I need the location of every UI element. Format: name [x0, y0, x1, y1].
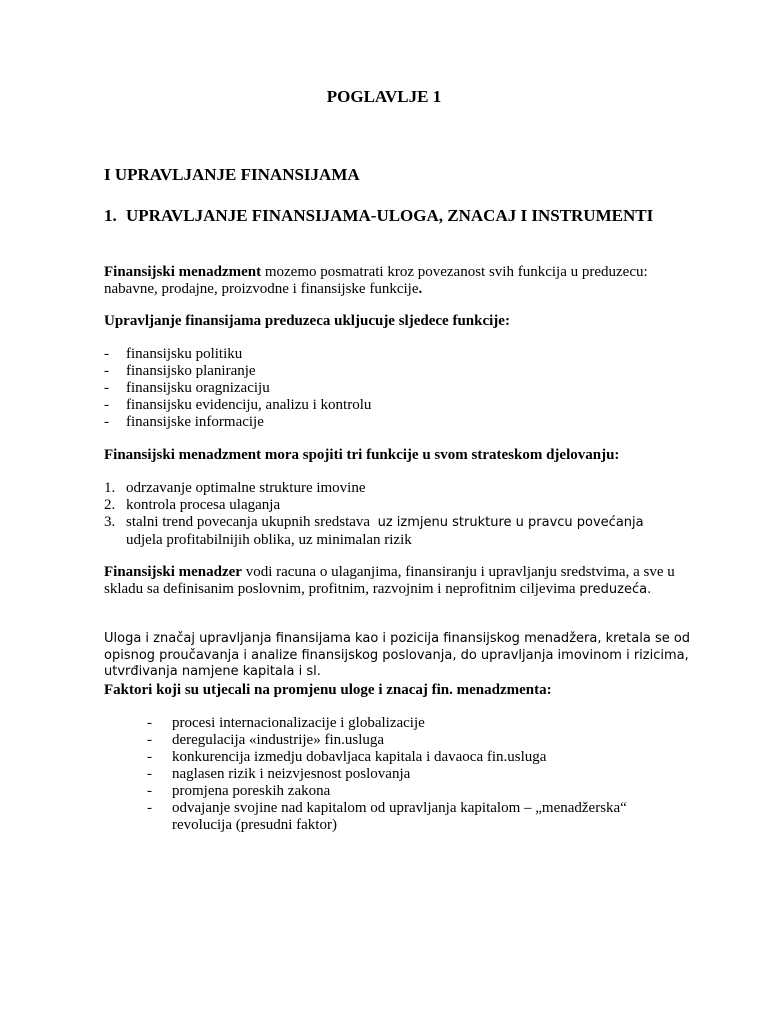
- list-item-text: naglasen rizik i neizvjesnost poslovanja: [172, 766, 411, 782]
- subsection-text: UPRAVLJANJE FINANSIJAMA-ULOGA, ZNACAJ I INSTRUMENTI: [126, 206, 654, 225]
- list-item-text: finansijsku politiku: [126, 346, 243, 362]
- list-item-text-sans: uz izmjenu strukture u pravcu povećanja: [377, 515, 644, 530]
- dash-marker: -: [104, 380, 109, 396]
- list-item: [104, 480, 684, 497]
- list-item-text: deregulacija «industrije» fin.usluga: [172, 732, 385, 748]
- list-item-text: finansijsku oragnizaciju: [126, 380, 270, 396]
- chapter-title: POGLAVLJE 1: [326, 87, 442, 106]
- dash-marker: -: [147, 732, 152, 748]
- dash-marker: -: [104, 397, 109, 413]
- subsection-number: 1.: [104, 206, 117, 225]
- dash-marker: -: [147, 749, 152, 765]
- paragraph-financial-manager: [104, 564, 684, 599]
- paragraph-tail: preduzeća.: [579, 582, 652, 597]
- list-item-text: finansijske informacije: [126, 414, 264, 430]
- heading-functions: Upravljanje finansijama preduzeca ukljucuje sljedece funkcije:: [104, 313, 510, 329]
- list-item-text-serif: stalni trend povecanja ukupnih sredstava: [126, 514, 378, 530]
- list-number: 3.: [104, 514, 116, 530]
- heading-three-functions: Finansijski menadzment mora spojiti tri funkcije u svom strateskom djelovanju:: [104, 447, 620, 463]
- list-item: [147, 783, 667, 800]
- section-title: I UPRAVLJANJE FINANSIJAMA: [104, 165, 360, 184]
- list-item: [104, 514, 684, 549]
- paragraph-role-significance: Uloga i značaj upravljanja finansijama kao i pozicija finansijskog menadžera, kretala se od opisnog proučavanja i analize finansijskog poslovanja, do upravljanja imovinom i rizicima, utvrđivanja namjene kapitala i sl.: [104, 631, 691, 679]
- list-item: [147, 800, 667, 834]
- dash-marker: -: [147, 783, 152, 799]
- functions-list: [104, 346, 684, 431]
- dash-marker: -: [104, 346, 109, 362]
- list-number: 2.: [104, 497, 116, 513]
- subsection-title: [104, 206, 684, 226]
- list-item: [147, 749, 667, 766]
- list-item-text: finansijsku evidenciju, analizu i kontrolu: [126, 397, 372, 413]
- list-item: [147, 715, 667, 732]
- three-functions-list: [104, 480, 684, 549]
- paragraph-text: vodi racuna o ulaganjima, finansiranju i upravljanju sredstvima, a sve u skladu sa definisanim poslovnim, profitnim, razvojnim i neprofitnim ciljevima: [104, 564, 675, 597]
- list-number: 1.: [104, 480, 116, 496]
- list-item-text: konkurencija izmedju dobavljaca kapitala i davaoca fin.usluga: [172, 749, 547, 765]
- term-financial-management: Finansijski menadzment: [104, 264, 262, 280]
- list-item: [104, 397, 684, 414]
- heading-factors: Faktori koji su utjecali na promjenu uloge i znacaj fin. menadzmenta:: [104, 682, 552, 698]
- list-item: [104, 380, 684, 397]
- list-item: [104, 497, 684, 514]
- term-financial-manager: Finansijski menadzer: [104, 564, 242, 580]
- list-item-text: [104, 514, 684, 549]
- factors-list: [147, 715, 667, 834]
- list-item-text: kontrola procesa ulaganja: [126, 497, 281, 513]
- dash-marker: -: [147, 766, 152, 782]
- list-item: [104, 346, 684, 363]
- dash-marker: -: [104, 363, 109, 379]
- paragraph-text: mozemo posmatrati kroz povezanost svih funkcija u preduzecu: nabavne, prodajne, proizvodne i finansijske funkcije: [104, 264, 648, 297]
- list-item: [104, 363, 684, 380]
- paragraph-end: .: [418, 281, 423, 297]
- dash-marker: -: [147, 800, 152, 816]
- dash-marker: -: [147, 715, 152, 731]
- list-item-text: finansijsko planiranje: [126, 363, 256, 379]
- list-item-text: odrzavanje optimalne strukture imovine: [126, 480, 366, 496]
- list-item-text: procesi internacionalizacije i globalizacije: [172, 715, 425, 731]
- list-item: [104, 414, 684, 431]
- list-item-text-line2: udjela profitabilnijih oblika, uz minimalan rizik: [126, 531, 412, 548]
- list-item: [147, 732, 667, 749]
- list-item-text: odvajanje svojine nad kapitalom od upravljanja kapitalom – „menadžerska“ revolucija (presudni faktor): [172, 800, 627, 833]
- dash-marker: -: [104, 414, 109, 430]
- list-item: [147, 766, 667, 783]
- paragraph-financial-management: [104, 264, 684, 298]
- list-item-text: promjena poreskih zakona: [172, 783, 331, 799]
